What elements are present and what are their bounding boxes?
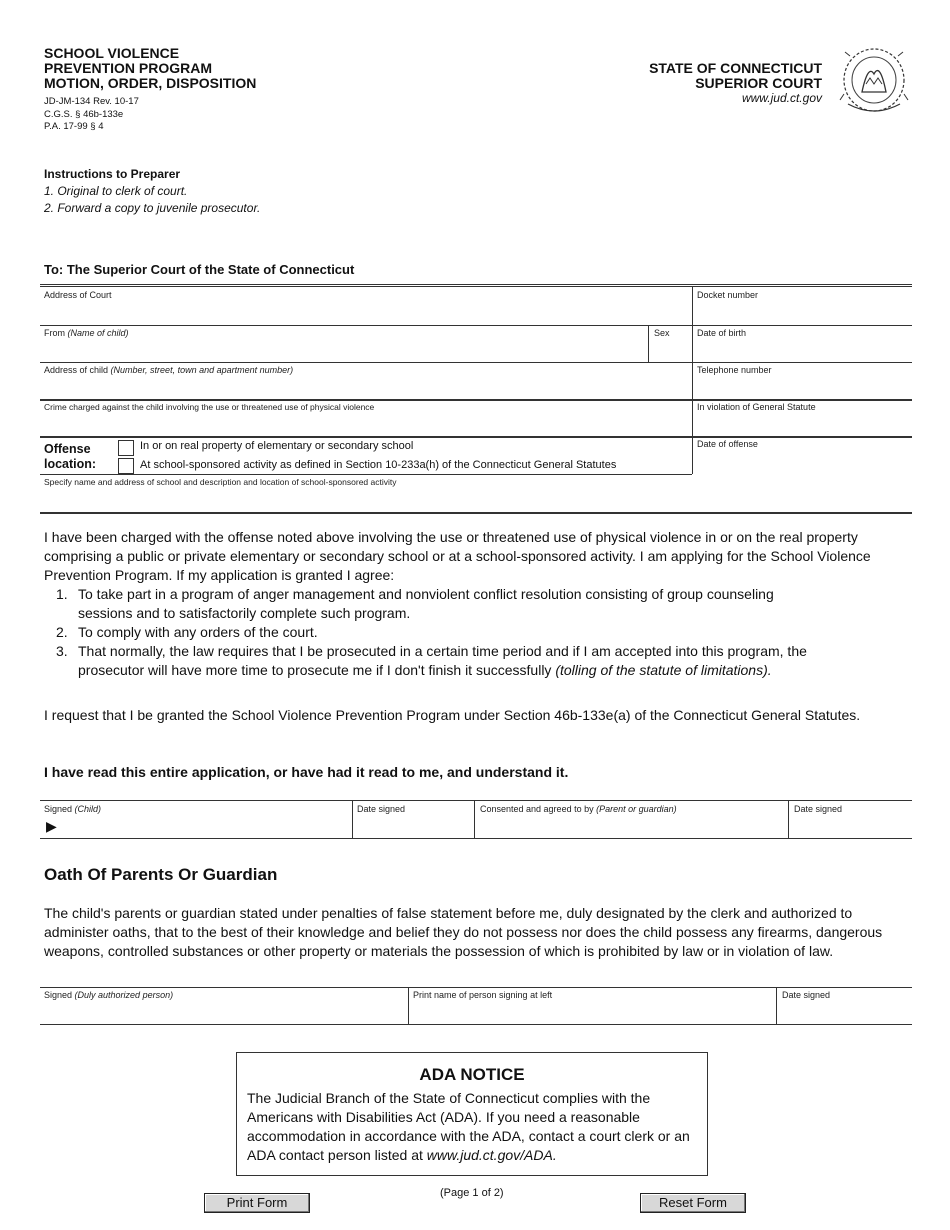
instructions-heading: Instructions to Preparer xyxy=(44,167,181,181)
general-statute-field[interactable]: In violation of General Statute xyxy=(697,402,816,412)
field-hint: (Name of child) xyxy=(67,328,129,338)
field-hint: (Number, street, town and apartment number) xyxy=(110,365,294,375)
school-description-field[interactable]: Specify name and address of school and description and location of school-sponsored activity xyxy=(44,477,397,487)
print-name-field[interactable]: Print name of person signing at left xyxy=(413,990,553,1000)
child-signature-field[interactable] xyxy=(44,804,101,814)
row-divider xyxy=(40,512,912,514)
oath-date-signed-field[interactable]: Date signed xyxy=(782,990,831,1000)
form-top-rule xyxy=(40,284,912,287)
guardian-consent-field[interactable] xyxy=(480,804,677,814)
field-label: From xyxy=(44,328,68,338)
field-label: Signed xyxy=(44,804,75,814)
field-hint: (Parent or guardian) xyxy=(596,804,677,814)
list-item: sessions and to satisfactorily complete such program. xyxy=(78,605,411,621)
school-activity-checkbox[interactable] xyxy=(118,458,134,474)
oath-text: The child's parents or guardian stated under penalties of false statement before me, duly designated by the clerk and authorized to administer oaths, that to the best of their knowledge and belief they do not possess nor does the child possess any firearms, dangerous weapons, controlled substances or other property or materials the possession of which is prohibited by law or in violation of law. xyxy=(44,905,883,959)
court-header xyxy=(649,61,822,106)
row-divider xyxy=(40,1024,912,1025)
statute-ref: C.G.S. § 46b-133e xyxy=(44,108,124,120)
row-divider xyxy=(40,987,912,988)
court-website: www.jud.ct.gov xyxy=(741,91,822,105)
ada-link[interactable]: www.jud.ct.gov/ADA. xyxy=(426,1147,557,1163)
authorized-person-signature-field[interactable] xyxy=(44,990,173,1000)
list-item xyxy=(78,661,772,680)
list-item-number: 3. xyxy=(56,643,68,659)
sign-here-arrow-icon: ▶ xyxy=(46,818,57,834)
field-label: Signed xyxy=(44,990,75,1000)
field-label: Address of child xyxy=(44,365,111,375)
reset-form-button[interactable]: Reset Form xyxy=(640,1193,746,1213)
row-divider xyxy=(40,436,912,438)
column-divider xyxy=(352,800,353,838)
instructions xyxy=(44,166,260,217)
print-form-button[interactable]: Print Form xyxy=(204,1193,310,1213)
form-title-line: PREVENTION PROGRAM xyxy=(44,60,213,76)
list-item-italic: (tolling of the statute of limitations). xyxy=(555,662,772,678)
offense-label-line: location: xyxy=(44,457,97,471)
row-divider xyxy=(40,800,912,801)
ada-title: ADA NOTICE xyxy=(419,1065,525,1084)
field-label: Consented and agreed to by xyxy=(480,804,597,814)
row-divider xyxy=(40,474,692,475)
field-hint: (Duly authorized person) xyxy=(74,990,174,1000)
read-confirmation: I have read this entire application, or have had it read to me, and understand it. xyxy=(44,764,569,780)
row-divider xyxy=(40,325,912,326)
guardian-date-signed-field[interactable]: Date signed xyxy=(794,804,843,814)
statement-intro: I have been charged with the offense noted above involving the use or threatened use of physical violence in or on the real property comprising a public or private elementary or secondary school or at a school-sponsored activity. I am applying for the School Violence Prevention Program. If my application is granted I agree: xyxy=(44,529,871,583)
form-number: JD-JM-134 Rev. 10-17 xyxy=(44,96,139,107)
addressee-heading: To: The Superior Court of the State of Connecticut xyxy=(44,262,355,277)
field-hint: (Child) xyxy=(74,804,102,814)
list-item-number: 2. xyxy=(56,624,68,640)
public-act-ref: P.A. 17-99 § 4 xyxy=(44,121,104,132)
column-divider xyxy=(776,987,777,1024)
instruction-item: 1. Original to clerk of court. xyxy=(44,184,188,198)
address-of-court-field[interactable]: Address of Court xyxy=(44,290,112,300)
form-meta xyxy=(44,96,139,134)
instruction-item: 2. Forward a copy to juvenile prosecutor. xyxy=(44,201,261,215)
child-name-field[interactable] xyxy=(44,328,129,338)
offense-location-label xyxy=(44,442,96,472)
list-item-text: prosecutor will have more time to prosecute me if I don't finish it successfully xyxy=(78,662,556,678)
row-divider xyxy=(40,838,912,839)
docket-number-field[interactable]: Docket number xyxy=(697,290,759,300)
form-title-line: SCHOOL VIOLENCE xyxy=(44,45,180,61)
list-item: That normally, the law requires that I be prosecuted in a certain time period and if I am accepted into this program, the xyxy=(78,643,807,659)
column-divider xyxy=(648,325,649,362)
school-activity-option: At school-sponsored activity as defined in Section 10-233a(h) of the Connecticut General Statutes xyxy=(140,459,617,471)
column-divider xyxy=(474,800,475,838)
column-divider xyxy=(408,987,409,1024)
date-of-offense-field[interactable]: Date of offense xyxy=(697,439,758,449)
school-property-option: In or on real property of elementary or secondary school xyxy=(140,440,414,452)
date-of-birth-field[interactable]: Date of birth xyxy=(697,328,747,338)
child-address-field[interactable] xyxy=(44,365,293,375)
list-item-number: 1. xyxy=(56,586,68,602)
column-divider xyxy=(788,800,789,838)
crime-charged-field[interactable]: Crime charged against the child involving the use or threatened use of physical violence xyxy=(44,402,375,412)
school-property-checkbox[interactable] xyxy=(118,440,134,456)
oath-heading: Oath Of Parents Or Guardian xyxy=(44,865,278,884)
form-title-line: MOTION, ORDER, DISPOSITION xyxy=(44,75,257,91)
ada-body-text: The Judicial Branch of the State of Connecticut complies with the Americans with Disabilities Act (ADA). If you need a reasonable accommodation in accordance with the ADA, contact a court clerk or an ADA contact person listed at xyxy=(247,1090,690,1163)
state-seal-icon xyxy=(838,44,910,116)
row-divider xyxy=(40,399,912,401)
list-item: To take part in a program of anger management and nonviolent conflict resolution consisting of group counseling xyxy=(78,586,774,602)
form-title xyxy=(44,46,256,91)
ada-text xyxy=(247,1089,707,1165)
list-item: To comply with any orders of the court. xyxy=(78,624,318,640)
row-divider xyxy=(40,362,912,363)
court-name: SUPERIOR COURT xyxy=(695,75,822,91)
state-name: STATE OF CONNECTICUT xyxy=(649,60,822,76)
page-indicator: (Page 1 of 2) xyxy=(440,1187,504,1199)
column-divider xyxy=(692,287,693,474)
telephone-field[interactable]: Telephone number xyxy=(697,365,772,375)
offense-label-line: Offense xyxy=(44,442,91,456)
ada-notice xyxy=(236,1052,708,1176)
program-request: I request that I be granted the School Violence Prevention Program under Section 46b-133e(a) of the Connecticut General Statutes. xyxy=(44,707,861,723)
child-date-signed-field[interactable]: Date signed xyxy=(357,804,406,814)
sex-field[interactable]: Sex xyxy=(654,328,670,338)
